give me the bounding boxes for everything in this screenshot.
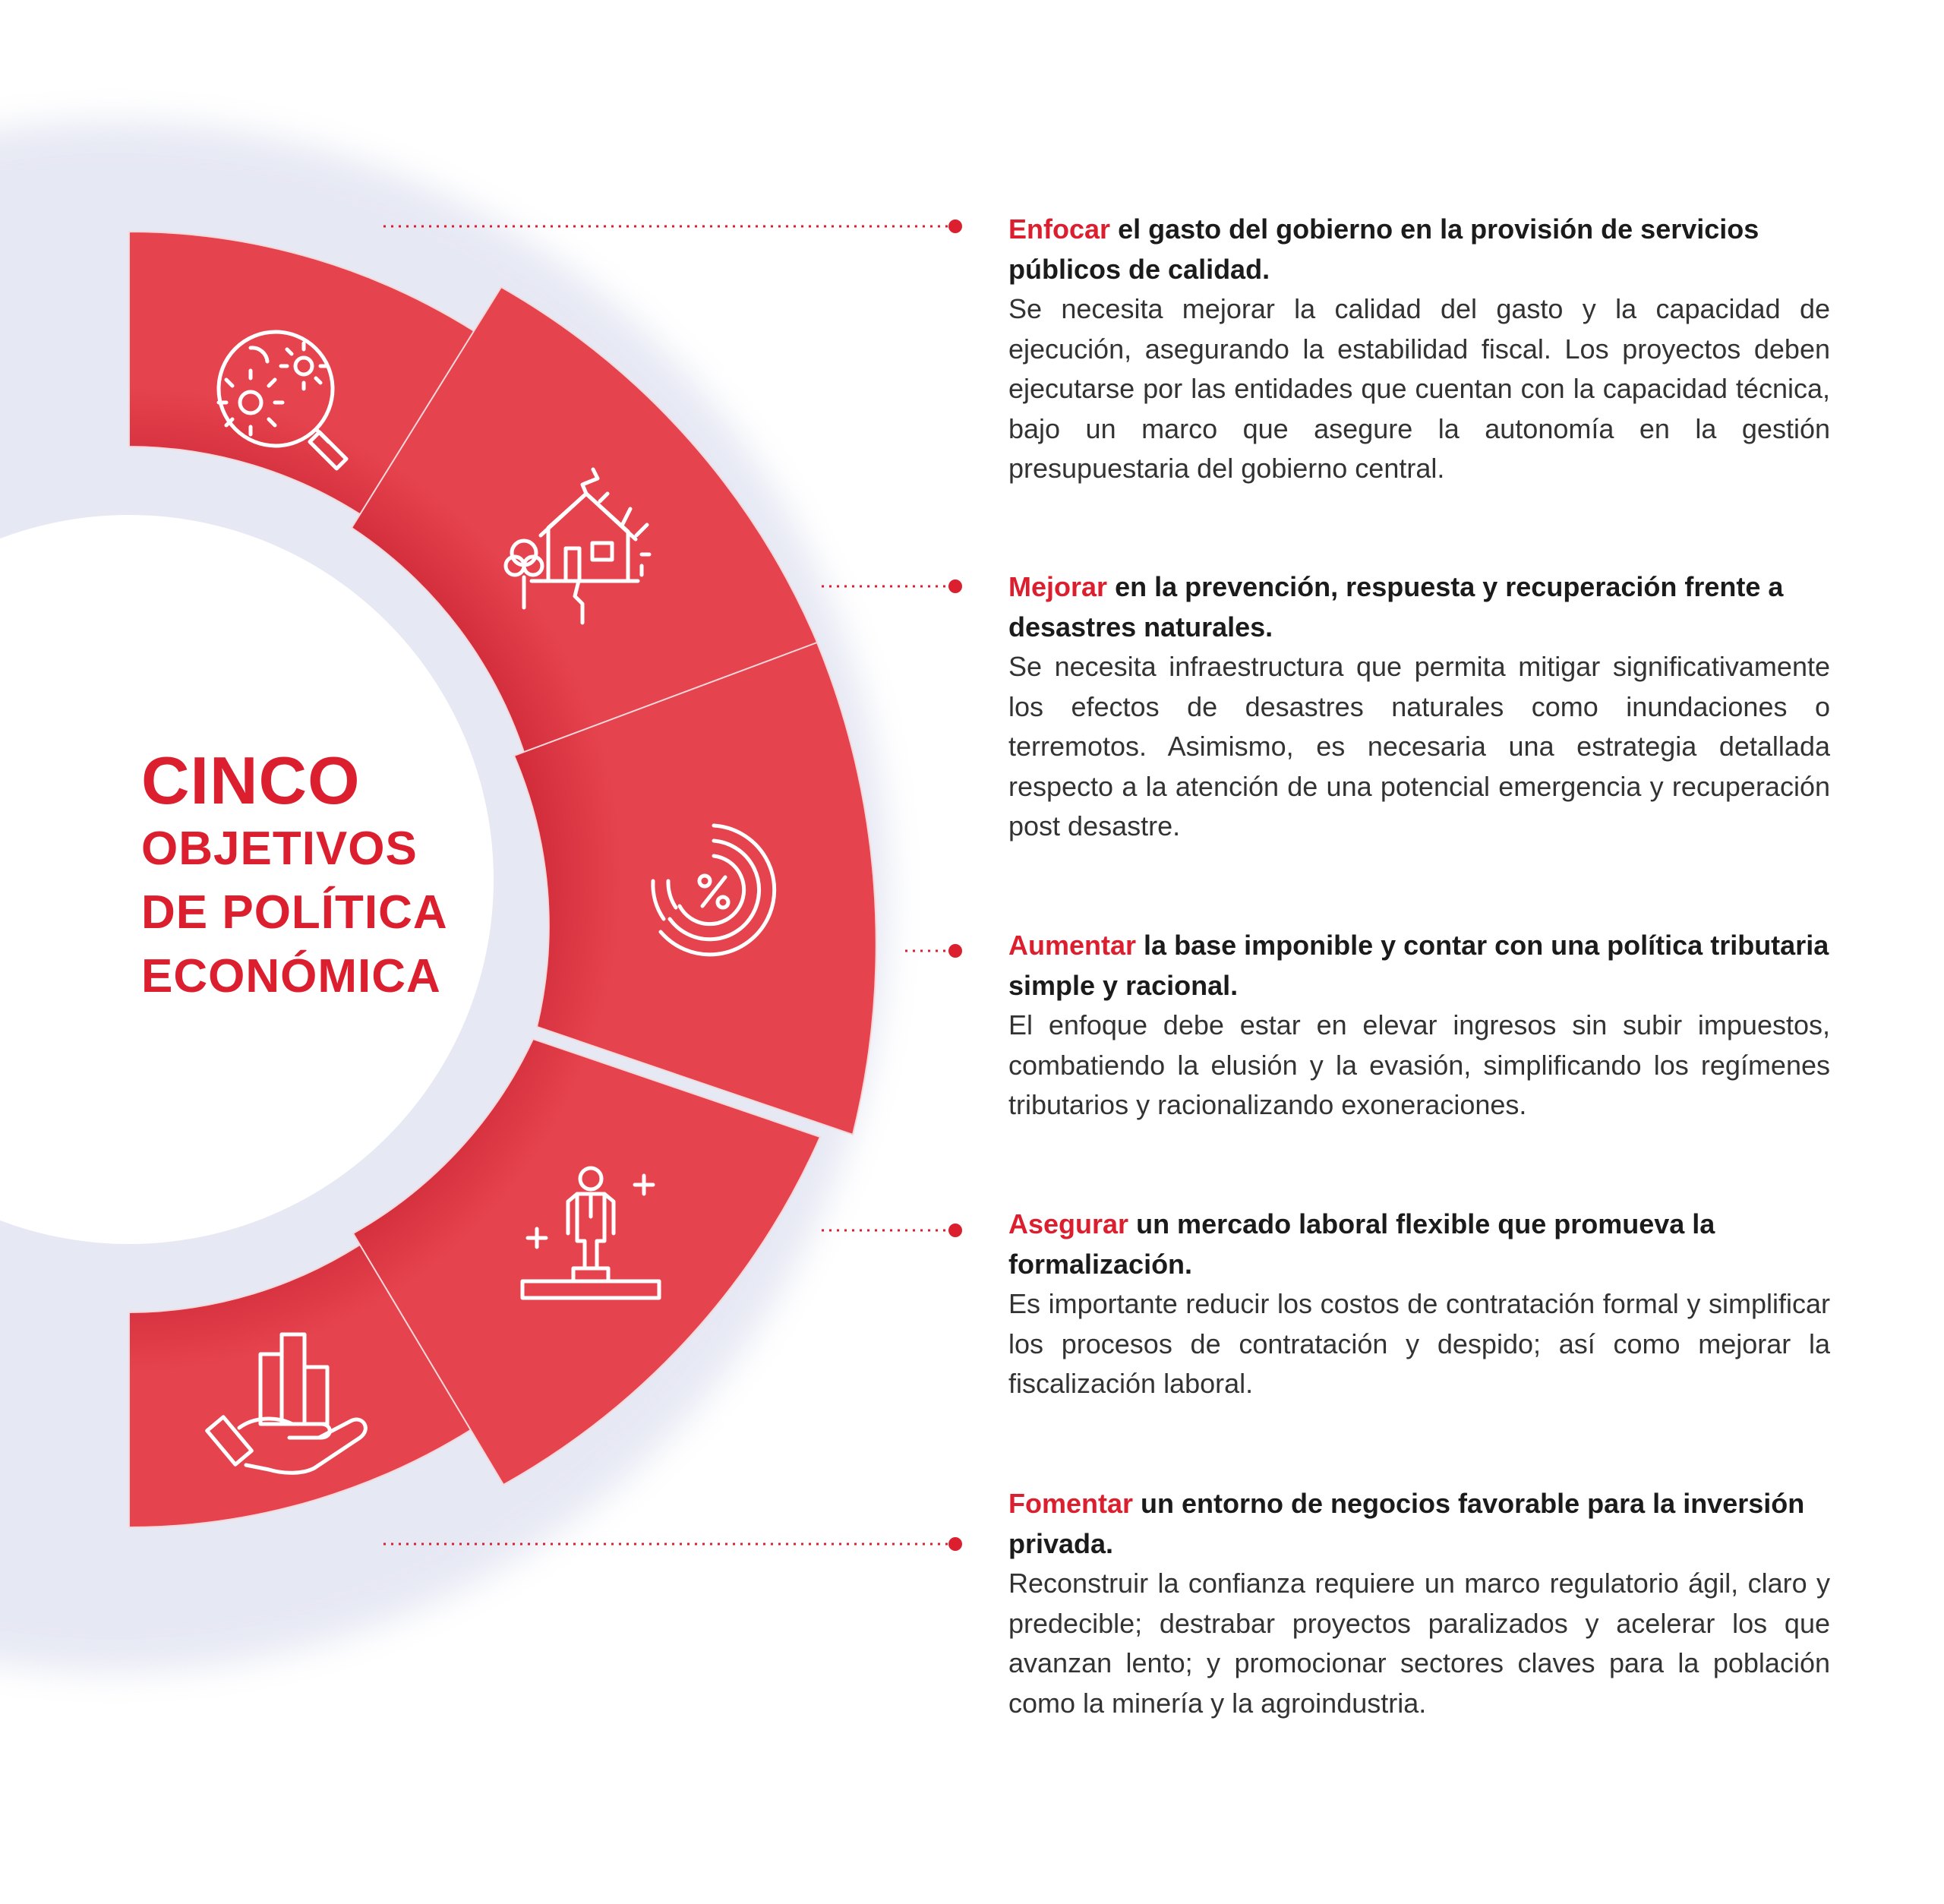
objective-2-headline — [1008, 567, 1830, 647]
leader-dot-1 — [948, 219, 962, 233]
objective-2-keyword: Mejorar — [1008, 571, 1108, 602]
objective-2 — [1008, 567, 1830, 847]
objective-2-headline-text: en la prevención, respuesta y recuperación frente a desastres naturales. — [1008, 571, 1784, 643]
objective-1-keyword: Enfocar — [1008, 213, 1111, 245]
objective-4 — [1008, 1204, 1830, 1404]
objective-4-body: Es importante reducir los costos de contratación formal y simplificar los procesos de contratación y despido; así como mejorar la fiscalización laboral. — [1008, 1288, 1830, 1399]
title-line-4: ECONÓMICA — [141, 950, 441, 1003]
title-line-3: DE POLÍTICA — [141, 886, 448, 939]
leader-dot-5 — [948, 1537, 962, 1551]
objective-5-body: Reconstruir la confianza requiere un marco regulatorio ágil, claro y predecible; destrabar proyectos paralizados y acelerar los que avanzan lento; y promocionar sectores claves para la población como la minería y la agroindustria. — [1008, 1568, 1830, 1719]
objective-3-headline — [1008, 925, 1830, 1006]
objective-5 — [1008, 1483, 1830, 1723]
objective-1-body: Se necesita mejorar la calidad del gasto y la capacidad de ejecución, asegurando la estabilidad fiscal. Los proyectos deben ejecutarse por las entidades que cuentan con la capacidad técnica, bajo un marco que asegure la autonomía en la gestión presupuestaria del gobierno central. — [1008, 293, 1830, 484]
leader-dot-3 — [948, 944, 962, 958]
title-line-1: CINCO — [141, 743, 361, 818]
objective-3-keyword: Aumentar — [1008, 930, 1137, 961]
objective-1-headline-text: el gasto del gobierno en la provisión de servicios públicos de calidad. — [1008, 213, 1759, 285]
objective-5-headline-text: un entorno de negocios favorable para la inversión privada. — [1008, 1488, 1805, 1559]
objective-1-headline — [1008, 209, 1830, 289]
objective-4-keyword: Asegurar — [1008, 1208, 1129, 1239]
objective-4-headline-text: un mercado laboral flexible que promueva la formalización. — [1008, 1208, 1715, 1280]
objective-5-headline — [1008, 1483, 1830, 1564]
leader-dot-4 — [948, 1224, 962, 1237]
leader-dot-2 — [948, 579, 962, 593]
objective-3 — [1008, 925, 1830, 1126]
main-title — [141, 744, 448, 1009]
objective-1 — [1008, 209, 1830, 489]
objective-2-body: Se necesita infraestructura que permita mitigar significativamente los efectos de desastres naturales como inundaciones o terremotos. Asimismo, es necesaria una estrategia detallada respecto a la atención de una potencial emergencia y recuperación post desastre. — [1008, 651, 1830, 841]
title-line-2: OBJETIVOS — [141, 823, 418, 875]
objective-4-headline — [1008, 1204, 1830, 1284]
objective-5-keyword: Fomentar — [1008, 1488, 1134, 1519]
objective-3-headline-text: la base imponible y contar con una política tributaria simple y racional. — [1008, 930, 1829, 1001]
objective-3-body: El enfoque debe estar en elevar ingresos sin subir impuestos, combatiendo la elusión y la evasión, simplificando los regímenes tributarios y racionalizando exoneraciones. — [1008, 1009, 1830, 1120]
